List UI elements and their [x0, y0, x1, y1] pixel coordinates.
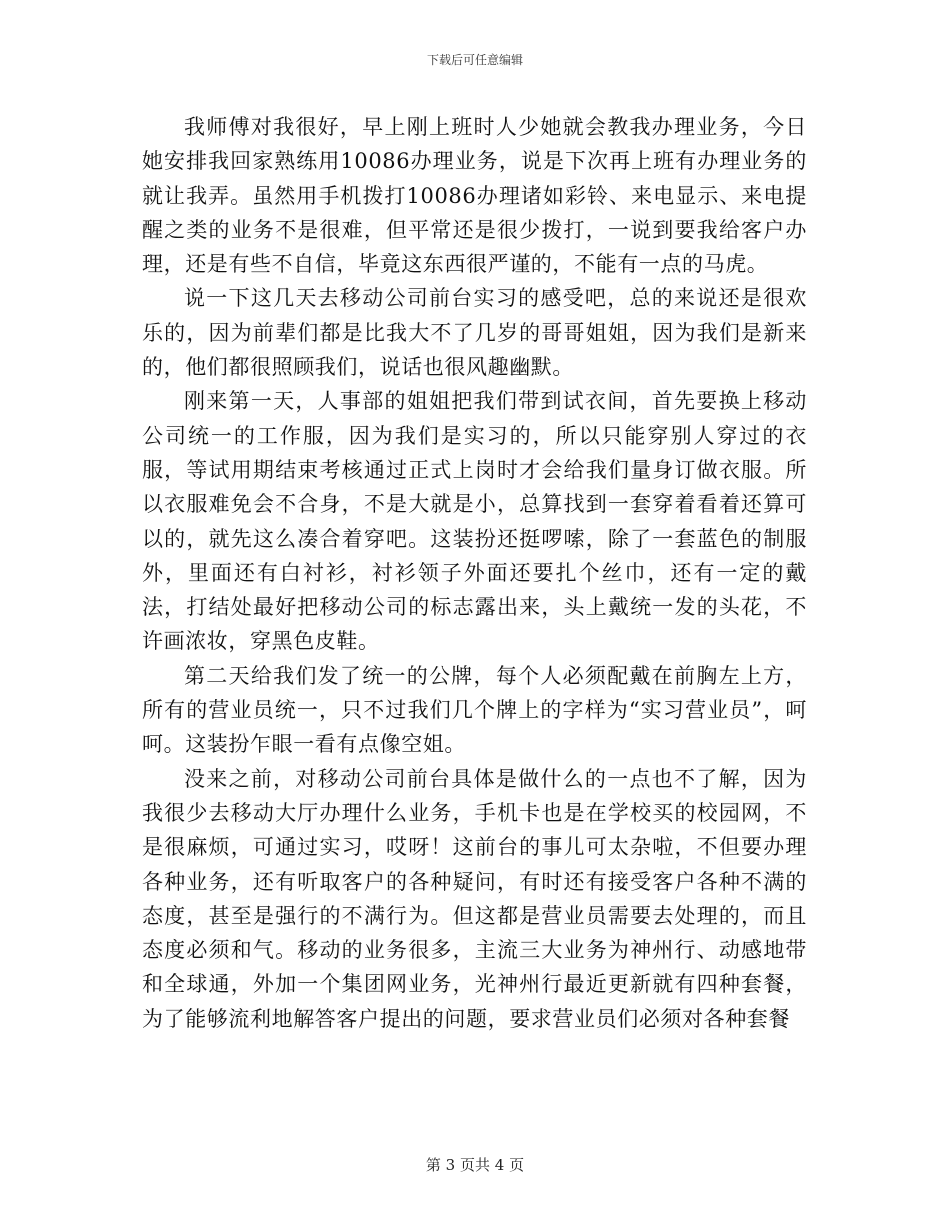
document-body	[142, 110, 807, 1036]
paragraph-front-desk: 没来之前，对移动公司前台具体是做什么的一点也不了解，因为我很少去移动大厅办理什么业务，手机卡也是在学校买的校园网，不是很麻烦，可通过实习，哎呀！这前台的事儿可太杂啦，不但要办理各种业务，还有听取客户的各种疑问，有时还有接受客户各种不满的态度，甚至是强行的不满行为。但这都是营业员需要去处理的，而且态度必须和气。移动的业务很多，主流三大业务为神州行、动感地带和全球通，外加一个集团网业务，光神州行最近更新就有四种套餐，为了能够流利地解答客户提出的问题，要求营业员们必须对各种套餐	[142, 766, 807, 1031]
paragraph-first-day: 刚来第一天，人事部的姐姐把我们带到试衣间，首先要换上移动公司统一的工作服，因为我们是实习的，所以只能穿别人穿过的衣服，等试用期结束考核通过正式上岗时才会给我们量身订做衣服。所以衣服难免会不合身，不是大就是小，总算找到一套穿着看着还算可以的，就先这么凑合着穿吧。这装扮还挺啰嗦，除了一套蓝色的制服外，里面还有白衬衫，衬衫领子外面还要扎个丝巾，还有一定的戴法，打结处最好把移动公司的标志露出来，头上戴统一发的头花，不许画浓妆，穿黑色皮鞋。	[142, 389, 807, 654]
page-header: 下载后可任意编辑	[426, 53, 523, 67]
page-number-footer: 第 3 页共 4 页	[425, 1156, 525, 1174]
paragraph-mentor: 我师傅对我很好，早上刚上班时人少她就会教我办理业务，今日她安排我回家熟练用10086办理业务，说是下次再上班有办理业务的就让我弄。虽然用手机拨打10086办理诸如彩铃、来电显示、来电提醒之类的业务不是很难，但平常还是很少拨打，一说到要我给客户办理，还是有些不自信，毕竟这东西很严谨的，不能有一点的马虎。	[142, 115, 807, 277]
paragraph-impressions: 说一下这几天去移动公司前台实习的感受吧，总的来说还是很欢乐的，因为前辈们都是比我大不了几岁的哥哥姐姐，因为我们是新来的，他们都很照顾我们，说话也很风趣幽默。	[142, 286, 807, 380]
paragraph-second-day: 第二天给我们发了统一的公牌，每个人必须配戴在前胸左上方，所有的营业员统一，只不过我们几个牌上的字样为“实习营业员”，呵呵。这装扮乍眼一看有点像空姐。	[142, 663, 807, 757]
